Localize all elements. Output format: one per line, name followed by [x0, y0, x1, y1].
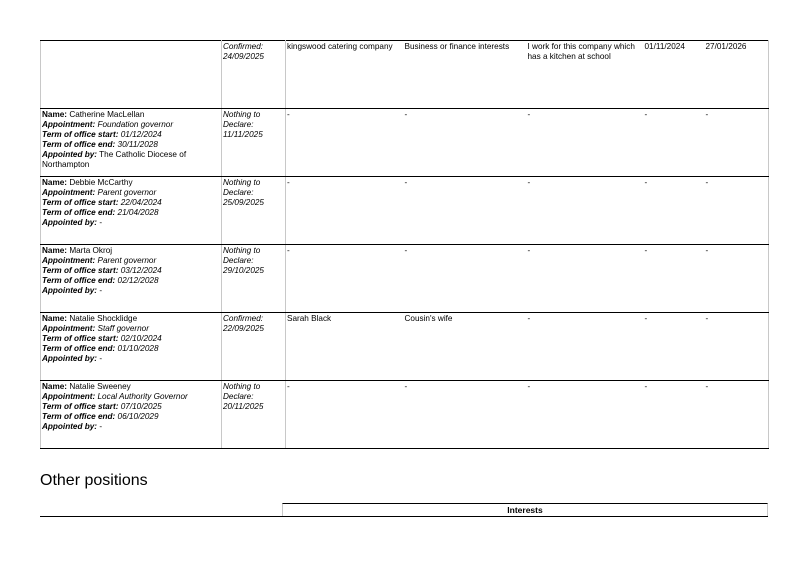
term-end-label: Term of office end:: [42, 140, 116, 149]
term-start-value: 01/12/2024: [120, 130, 162, 139]
appointed-by-label: Appointed by:: [42, 286, 98, 295]
interest-start-date-cell: -: [644, 381, 705, 449]
appointed-by-value: -: [99, 422, 103, 431]
declaration-status-cell: [222, 177, 286, 245]
name-label: Name:: [42, 178, 68, 187]
register-of-interests-table: [40, 40, 769, 449]
appointment-label: Appointment:: [42, 188, 96, 197]
term-end-value: 01/10/2028: [117, 344, 159, 353]
interest-start-date-cell: 01/11/2024: [644, 41, 705, 109]
governor-name: Catherine MacLellan: [69, 110, 145, 119]
governor-details-cell: [41, 109, 222, 177]
term-end-value: 21/04/2028: [117, 208, 159, 217]
interest-end-date-cell: -: [705, 245, 769, 313]
status-date: 24/09/2025: [223, 52, 264, 61]
governor-row: [41, 109, 769, 177]
interest-end-date-cell: -: [705, 177, 769, 245]
interest-entity-cell: kingswood catering company: [286, 41, 404, 109]
appointment-value: Local Authority Governor: [97, 392, 188, 401]
interest-start-date-cell: -: [644, 177, 705, 245]
term-start-label: Term of office start:: [42, 198, 119, 207]
appointed-by-value: -: [99, 354, 103, 363]
term-end-value: 30/11/2028: [117, 140, 158, 149]
name-label: Name:: [42, 246, 68, 255]
status-date: 29/10/2025: [223, 266, 264, 275]
appointed-by-value: The Catholic Diocese of Northampton: [42, 150, 187, 169]
term-start-label: Term of office start:: [42, 334, 119, 343]
term-end-label: Term of office end:: [42, 208, 116, 217]
name-label: Name:: [42, 314, 68, 323]
governor-details-cell: [41, 41, 222, 109]
interest-detail-cell: I work for this company which has a kitchen at school: [527, 41, 644, 109]
term-start-label: Term of office start:: [42, 130, 119, 139]
interest-entity-cell: -: [286, 245, 404, 313]
interest-entity-cell: -: [286, 381, 404, 449]
appointment-label: Appointment:: [42, 120, 96, 129]
appointed-by-value: -: [99, 286, 103, 295]
declaration-status-cell: [222, 245, 286, 313]
status-label: Confirmed:: [223, 42, 264, 51]
status-label: Nothing to Declare:: [223, 178, 261, 197]
term-start-label: Term of office start:: [42, 266, 119, 275]
term-start-label: Term of office start:: [42, 402, 119, 411]
term-start-value: 07/10/2025: [120, 402, 162, 411]
governor-name: Natalie Shocklidge: [69, 314, 138, 323]
governor-name: Debbie McCarthy: [69, 178, 133, 187]
appointed-by-label: Appointed by:: [42, 150, 98, 159]
interest-start-date-cell: -: [644, 245, 705, 313]
governor-row: [41, 41, 769, 109]
interest-end-date-cell: -: [705, 313, 769, 381]
term-start-value: 02/10/2024: [120, 334, 162, 343]
interest-start-date-cell: -: [644, 313, 705, 381]
governor-name: Natalie Sweeney: [69, 382, 131, 391]
governor-row: [41, 245, 769, 313]
governor-details-cell: [41, 177, 222, 245]
appointment-label: Appointment:: [42, 324, 96, 333]
status-label: Nothing to Declare:: [223, 382, 261, 401]
term-end-value: 06/10/2029: [117, 412, 159, 421]
interest-type-cell: -: [404, 245, 527, 313]
appointment-value: Parent governor: [97, 188, 157, 197]
term-start-value: 03/12/2024: [120, 266, 162, 275]
term-end-label: Term of office end:: [42, 344, 116, 353]
interest-type-cell: Business or finance interests: [404, 41, 527, 109]
other-positions-table-rule: [40, 516, 768, 517]
status-date: 20/11/2025: [223, 402, 264, 411]
declaration-status-cell: [222, 109, 286, 177]
name-label: Name:: [42, 110, 68, 119]
status-date: 22/09/2025: [223, 324, 264, 333]
term-end-value: 02/12/2028: [117, 276, 159, 285]
appointment-value: Foundation governor: [97, 120, 174, 129]
interest-detail-cell: -: [527, 109, 644, 177]
interest-end-date-cell: -: [705, 381, 769, 449]
declaration-status-cell: [222, 313, 286, 381]
interest-type-cell: -: [404, 177, 527, 245]
interests-column-header: Interests: [282, 503, 768, 516]
governor-details-cell: [41, 381, 222, 449]
status-label: Nothing to Declare:: [223, 246, 261, 265]
status-date: 11/11/2025: [223, 130, 263, 139]
status-label: Nothing to Declare:: [223, 110, 261, 129]
declaration-status-cell: [222, 381, 286, 449]
interest-entity-cell: -: [286, 109, 404, 177]
appointment-value: Parent governor: [97, 256, 157, 265]
appointed-by-label: Appointed by:: [42, 422, 98, 431]
status-label: Confirmed:: [223, 314, 264, 323]
appointment-label: Appointment:: [42, 256, 96, 265]
governor-name: Marta Okroj: [69, 246, 113, 255]
name-label: Name:: [42, 382, 68, 391]
interest-detail-cell: -: [527, 313, 644, 381]
governor-row: [41, 313, 769, 381]
other-positions-heading: Other positions: [40, 472, 148, 489]
appointed-by-label: Appointed by:: [42, 218, 98, 227]
interest-type-cell: Cousin's wife: [404, 313, 527, 381]
appointment-value: Staff governor: [97, 324, 149, 333]
declaration-status-cell: [222, 41, 286, 109]
appointment-label: Appointment:: [42, 392, 96, 401]
interest-end-date-cell: -: [705, 109, 769, 177]
interest-entity-cell: Sarah Black: [286, 313, 404, 381]
interest-type-cell: -: [404, 109, 527, 177]
governor-details-cell: [41, 313, 222, 381]
interest-detail-cell: -: [527, 177, 644, 245]
interest-start-date-cell: -: [644, 109, 705, 177]
status-date: 25/09/2025: [223, 198, 264, 207]
term-end-label: Term of office end:: [42, 412, 116, 421]
governor-details-cell: [41, 245, 222, 313]
governor-row: [41, 177, 769, 245]
interest-entity-cell: -: [286, 177, 404, 245]
appointed-by-label: Appointed by:: [42, 354, 98, 363]
governor-row: [41, 381, 769, 449]
term-start-value: 22/04/2024: [120, 198, 162, 207]
appointed-by-value: -: [99, 218, 103, 227]
interest-detail-cell: -: [527, 381, 644, 449]
interest-type-cell: -: [404, 381, 527, 449]
interest-end-date-cell: 27/01/2026: [705, 41, 769, 109]
term-end-label: Term of office end:: [42, 276, 116, 285]
interest-detail-cell: -: [527, 245, 644, 313]
